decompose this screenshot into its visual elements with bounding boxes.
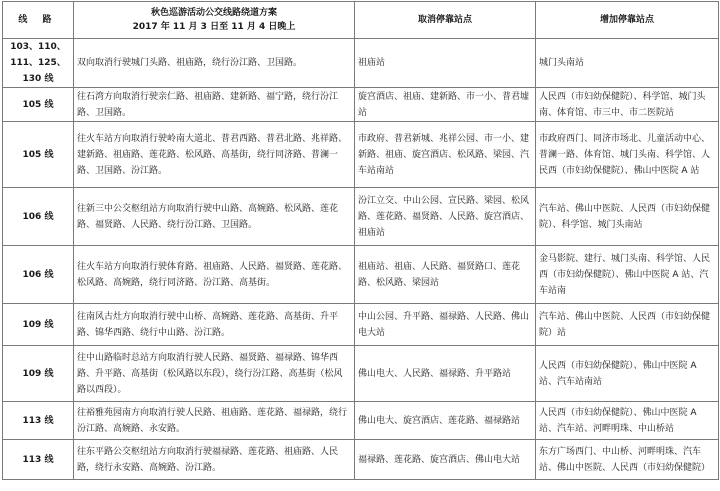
table-row [3,122,719,188]
row-route: 双向取消行驶城门头路、祖庙路，绕行汾江路、卫国路。 [74,39,355,88]
table-row [3,88,719,122]
row-route: 往南风古灶方向取消行驶中山桥、高婉路、莲花路、高基街、升平路、锦华西路、绕行中山路、汾江路。 [74,304,355,346]
header-date: 2017 年 11 月 3 日至 11 月 4 日晚上 [132,22,296,32]
row-route: 往裕雅苑园南方向取消行驶人民路、祖庙路、莲花路、福禄路，绕行汾江路、高婉路、永安路。 [74,402,355,440]
row-route: 往石湾方向取消行驶亲仁路、祖庙路、建新路、福宁路，绕行汾江路、卫国路。 [74,88,355,122]
row-add: 汽车站、佛山中医院、人民西（市妇幼保健院）、科学馆、城门头南站 [536,188,719,246]
row-cancel: 市政府、普君新城、兆祥公园、市一小、建新路、祖庙、旋宫酒店、松风路、梁园、汽车站南站 [355,122,536,188]
header-cancel: 取消停靠站点 [355,2,536,39]
row-route: 往火车站方向取消行驶岭南大道北、普君西路、普君北路、兆祥路、建新路、祖庙路、莲花路、松风路、高基街，绕行同济路、普澜一路、卫国路、汾江路。 [74,122,355,188]
table-row [3,346,719,402]
row-line: 106 线 [3,188,74,246]
row-line: 109 线 [3,346,74,402]
row-add: 人民西（市妇幼保健院）、科学馆、城门头南、体育馆、市三中、市二医院站 [536,88,719,122]
row-add: 市政府西门、同济市场北、儿童活动中心、普澜一路、体育馆、城门头南、科学馆、人民西（市妇幼保健院）、佛山中医院 A 站 [536,122,719,188]
table-header-row [3,2,719,39]
row-line: 103、110、111、125、130 线 [3,39,74,88]
row-route: 往中山路临时总站方向取消行驶人民路、福贤路、福禄路、锦华西路、升平路、高基街（松风路以东段），绕行汾江路、高基街（松风路以西段）。 [74,346,355,402]
table-row [3,246,719,304]
row-cancel: 汾江立交、中山公园、宣民路、梁园、松风路、莲花路、福贤路、人民路、旋宫酒店、祖庙站 [355,188,536,246]
header-add: 增加停靠站点 [536,2,719,39]
row-add: 汽车站、佛山中医院、人民西（市妇幼保健院）站 [536,304,719,346]
header-title: 秋色巡游活动公交线路绕道方案 [150,8,277,18]
header-line: 线 路 [3,2,74,39]
row-add: 城门头南站 [536,39,719,88]
row-add: 人民西（市妇幼保健院）、佛山中医院 A 站、汽车站、河畔明珠、中山桥站 [536,402,719,440]
row-route: 往新三中公交枢纽站方向取消行驶中山路、高婉路、松风路、莲花路、福贤路、人民路、绕行汾江路、卫国路。 [74,188,355,246]
row-line: 113 线 [3,402,74,440]
bus-detour-table [2,1,719,480]
row-line: 105 线 [3,88,74,122]
row-cancel: 福禄路、莲花路、旋宫酒店、佛山电大站 [355,440,536,480]
row-cancel: 祖庙站 [355,39,536,88]
table-row [3,440,719,480]
row-cancel: 旋宫酒店、祖庙、建新路、市一小、普君墟站 [355,88,536,122]
row-route: 往火车站方向取消行驶体育路、祖庙路、人民路、福贤路、莲花路、松风路、高婉路，绕行同济路、汾江路、高基街。 [74,246,355,304]
table-row [3,188,719,246]
row-cancel: 佛山电大、旋宫酒店、莲花路、福禄路站 [355,402,536,440]
row-add: 金马影院、建行、城门头南、科学馆、人民西（市妇幼保健院）、佛山中医院 A 站、汽车站南 [536,246,719,304]
row-cancel: 中山公园、升平路、福禄路、人民路、佛山电大站 [355,304,536,346]
row-cancel: 祖庙站、祖庙、人民路、福贤路口、莲花路、松风路、梁园站 [355,246,536,304]
row-add: 东方广场西门、中山桥、河畔明珠、汽车站、佛山中医院、人民西（市妇幼保健院） [536,440,719,480]
table-row [3,402,719,440]
row-cancel: 佛山电大、人民路、福禄路、升平路站 [355,346,536,402]
row-line: 113 线 [3,440,74,480]
row-line: 106 线 [3,246,74,304]
table-row [3,304,719,346]
row-route: 往东平路公交枢纽站方向取消行驶福禄路、莲花路、祖庙路、人民路，绕行永安路、高婉路、汾江路。 [74,440,355,480]
row-line: 109 线 [3,304,74,346]
header-plan [74,2,355,39]
row-add: 人民西（市妇幼保健院）、佛山中医院 A 站、汽车站南站 [536,346,719,402]
table-row [3,39,719,88]
row-line: 105 线 [3,122,74,188]
